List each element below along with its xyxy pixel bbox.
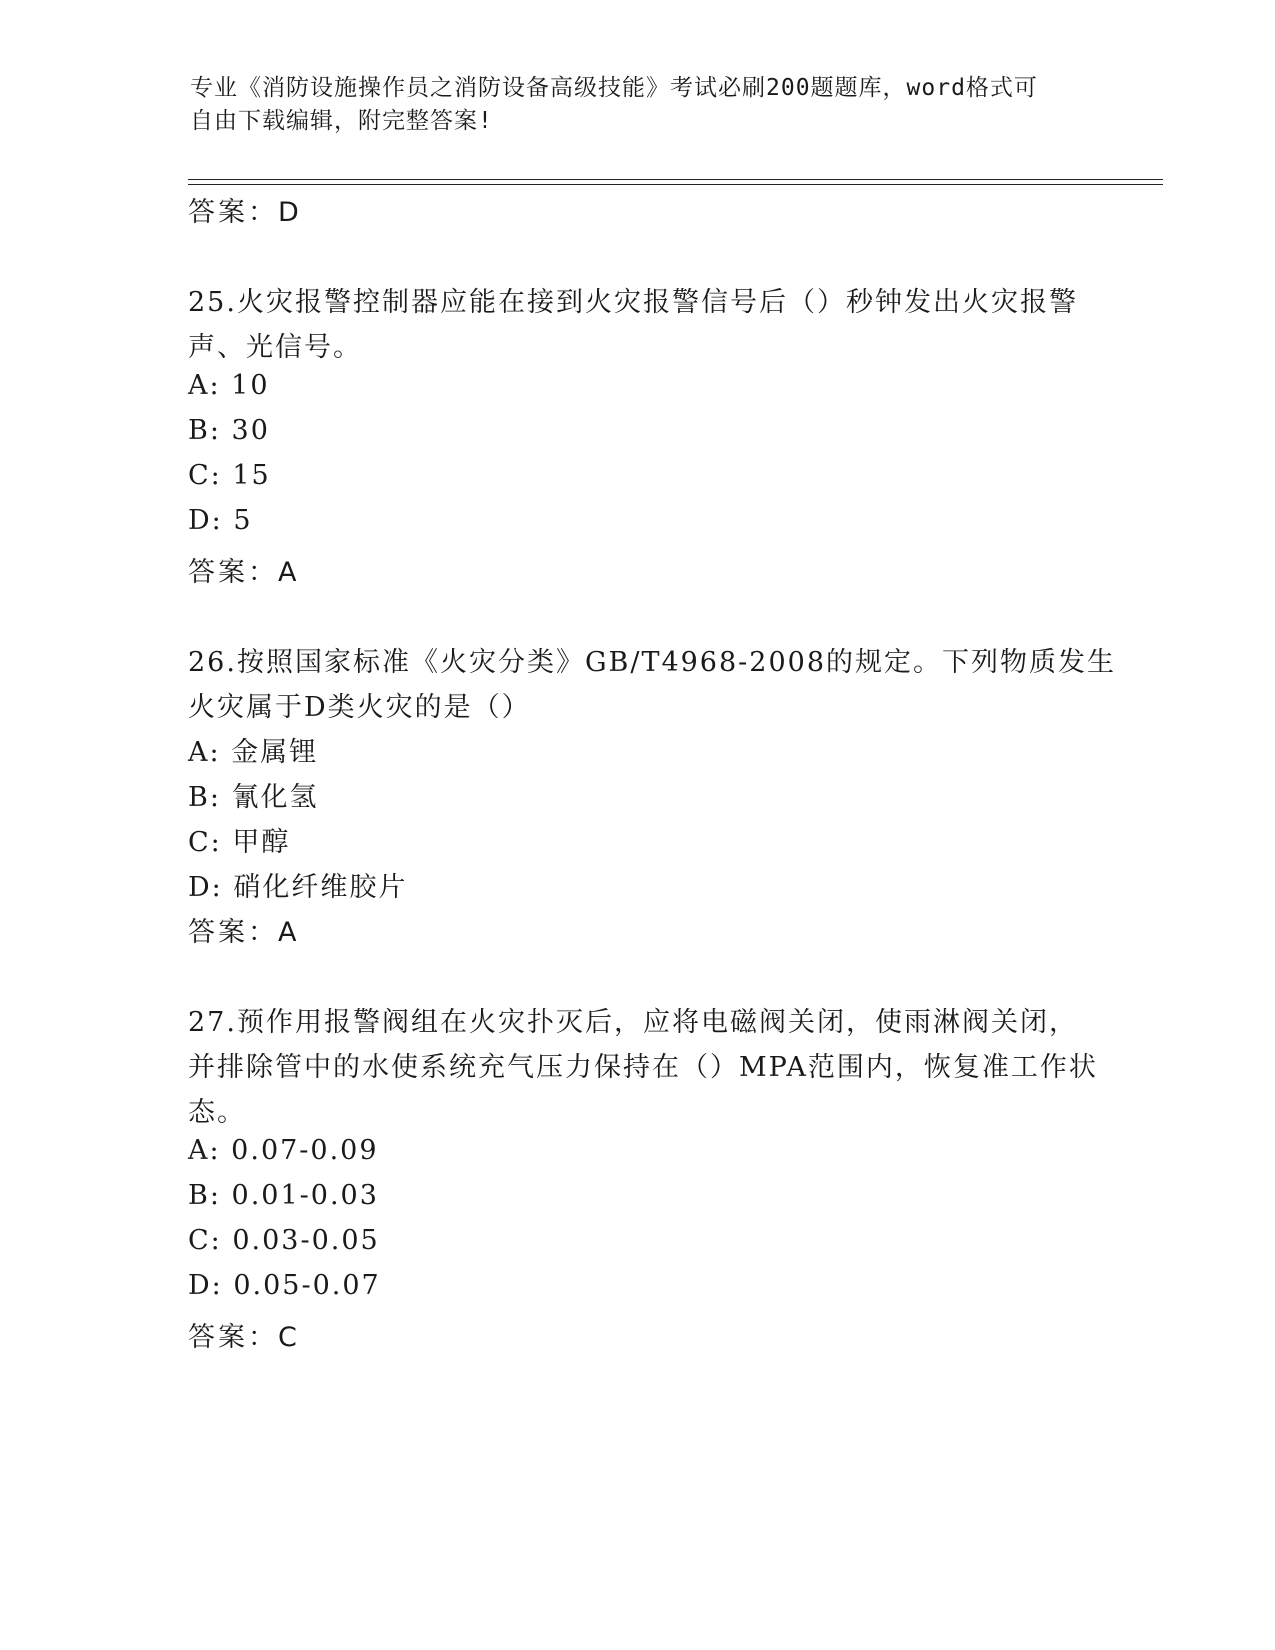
q27-stem-line-3: 态。 [188,1097,246,1128]
q25-option-d: D: 5 [188,505,253,536]
q26-answer: 答案：A [188,917,300,948]
q27-stem-line-1: 27.预作用报警阀组在火灾扑灭后，应将电磁阀关闭，使雨淋阀关闭， [188,1007,1078,1038]
q26-option-b: B: 氰化氢 [188,782,319,813]
q27-option-b: B: 0.01-0.03 [188,1180,379,1211]
q27-stem-line-2: 并排除管中的水使系统充气压力保持在（）MPA范围内，恢复准工作状 [188,1052,1098,1083]
header-line-2: 自由下载编辑，附完整答案! [190,108,493,134]
q25-option-b: B: 30 [188,415,270,446]
q25-option-c: C: 15 [188,460,271,491]
q25-stem-line-1: 25.火灾报警控制器应能在接到火灾报警信号后（）秒钟发出火灾报警 [188,287,1078,318]
q27-option-c: C: 0.03-0.05 [188,1225,380,1256]
q27-option-d: D: 0.05-0.07 [188,1270,381,1301]
q26-stem-line-2: 火灾属于D类火灾的是（） [188,692,531,723]
q25-answer: 答案：A [188,557,300,588]
q27-option-a: A: 0.07-0.09 [188,1135,379,1166]
header-divider-bottom [188,184,1163,185]
header-line-1: 专业《消防设施操作员之消防设备高级技能》考试必刷200题题库，word格式可 [190,75,1038,101]
q26-option-d: D: 硝化纤维胶片 [188,872,408,903]
header-divider-top [188,179,1163,180]
q26-option-a: A: 金属锂 [188,737,319,768]
q25-stem-line-2: 声、光信号。 [188,332,362,363]
q27-answer: 答案：C [188,1322,300,1353]
q24-answer: 答案：D [188,197,302,228]
q26-stem-line-1: 26.按照国家标准《火灾分类》GB/T4968-2008的规定。下列物质发生 [188,647,1117,678]
q25-option-a: A: 10 [188,370,270,401]
q26-option-c: C: 甲醇 [188,827,291,858]
document-header [190,72,1090,138]
